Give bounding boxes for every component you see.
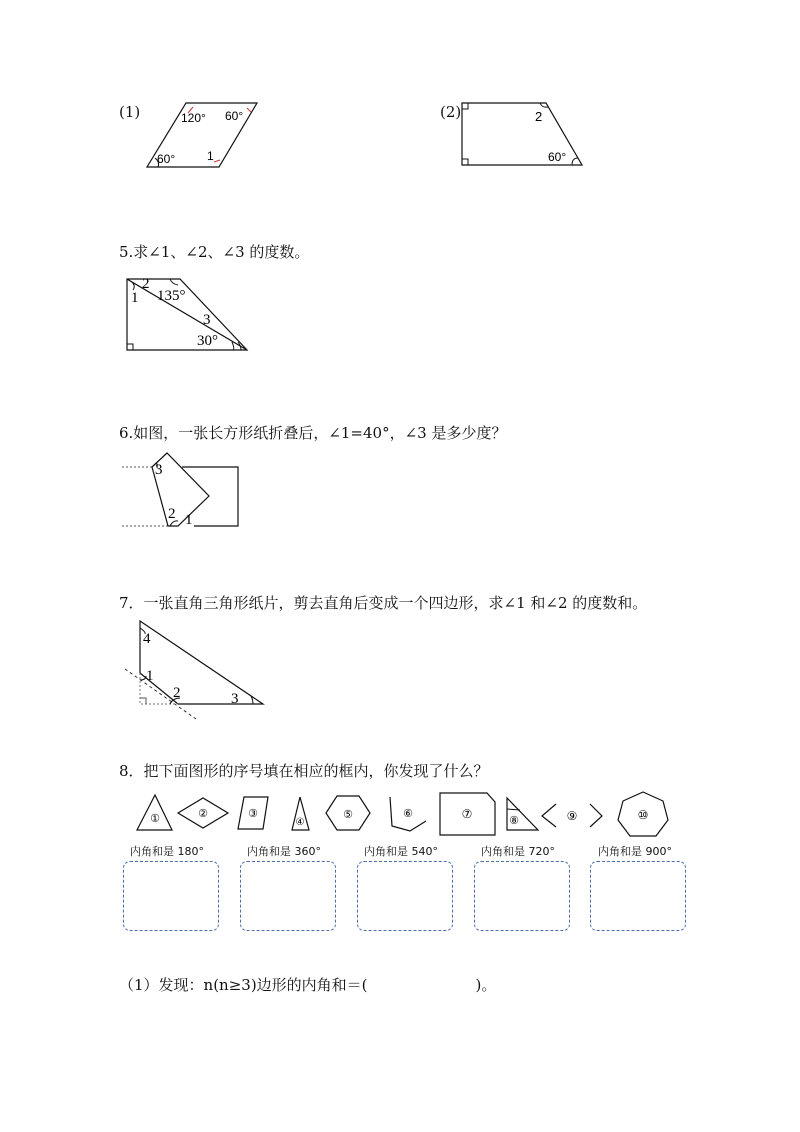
q7-label-3: 3 xyxy=(231,691,239,707)
fig1-number: (1) xyxy=(119,103,141,121)
q8-text: 8．把下面图形的序号填在相应的框内，你发现了什么？ xyxy=(119,762,489,780)
shape-5-label: ⑤ xyxy=(343,809,353,821)
fig1-angle-120: 120° xyxy=(181,111,206,125)
q5-angle-135: 135° xyxy=(157,288,186,304)
shape-3-label: ③ xyxy=(248,808,258,820)
shape-8-label: ⑧ xyxy=(509,815,519,827)
q5-angle-30: 30° xyxy=(197,333,218,349)
shape-9-label: ⑨ xyxy=(566,809,578,823)
sum-label-720: 内角和是 720° xyxy=(481,845,555,858)
answer-box-360[interactable] xyxy=(240,861,336,931)
q5-label-1: 1 xyxy=(131,290,139,306)
q6-label-3: 3 xyxy=(155,462,163,478)
q6-text: 6.如图，一张长方形纸折叠后，∠1=40°，∠3 是多少度？ xyxy=(119,424,507,442)
fig1-angle-60-top: 60° xyxy=(225,109,244,123)
sum-label-900: 内角和是 900° xyxy=(598,845,672,858)
q6-label-2: 2 xyxy=(168,506,176,522)
answer-box-900[interactable] xyxy=(590,861,686,931)
finding-line xyxy=(119,974,496,995)
finding-prefix: （1）发现：n(n≥3)边形的内角和＝( xyxy=(119,976,368,994)
q5-label-2: 2 xyxy=(142,276,150,292)
fig2-number: (2) xyxy=(440,103,462,121)
shape-4-label: ④ xyxy=(295,817,305,828)
q7-text: 7．一张直角三角形纸片，剪去直角后变成一个四边形，求∠1 和∠2 的度数和。 xyxy=(119,594,648,612)
sum-label-180: 内角和是 180° xyxy=(130,845,204,858)
shape-6-label: ⑥ xyxy=(403,808,413,820)
answer-box-720[interactable] xyxy=(474,861,570,931)
sum-label-360: 内角和是 360° xyxy=(247,845,321,858)
shape-7-label: ⑦ xyxy=(461,807,473,821)
q5-label-3: 3 xyxy=(203,312,211,328)
fig1-angle-1: 1 xyxy=(207,149,214,163)
shape-1-label: ① xyxy=(150,813,160,825)
q5-text: 5.求∠1、∠2、∠3 的度数。 xyxy=(119,243,310,261)
finding-suffix: )。 xyxy=(475,976,497,994)
fig2-angle-60: 60° xyxy=(548,150,567,164)
q7-label-4: 4 xyxy=(143,631,151,647)
fig1-angle-60-bottom: 60° xyxy=(157,152,176,166)
sum-label-540: 内角和是 540° xyxy=(364,845,438,858)
q6-label-1: 1 xyxy=(185,512,193,528)
answer-box-540[interactable] xyxy=(357,861,453,931)
fig2-angle-2: 2 xyxy=(535,109,543,124)
shape-10-label: ⑩ xyxy=(637,808,649,822)
answer-box-180[interactable] xyxy=(123,861,219,931)
q7-label-1: 1 xyxy=(146,668,154,684)
q7-label-2: 2 xyxy=(173,685,181,701)
shape-2-label: ② xyxy=(198,808,208,820)
